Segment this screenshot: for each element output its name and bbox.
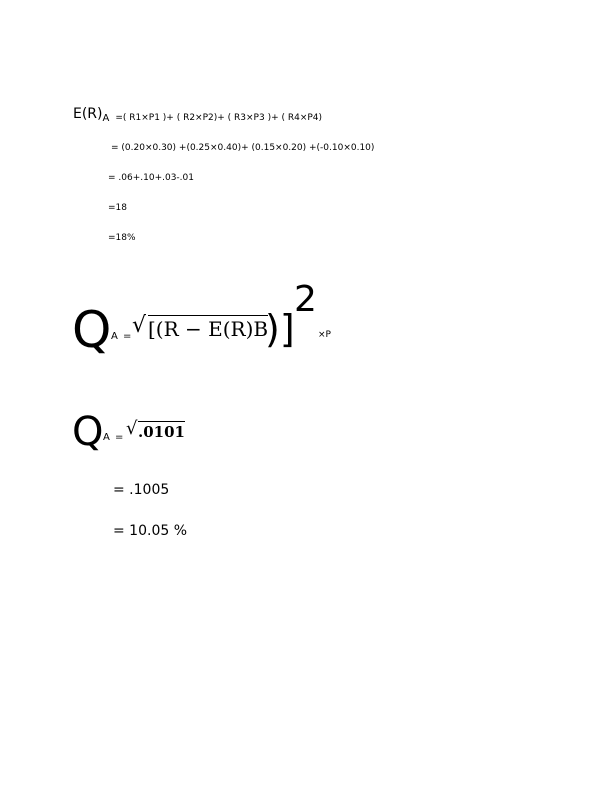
expected-return-line-2: = (0.20×0.30) +(0.25×0.40)+ (0.15×0.20) +(-0.10×0.10): [111, 143, 375, 153]
std-dev-equals: =: [123, 331, 132, 342]
std-dev-subscript: A: [111, 331, 118, 342]
std-dev-result-line-2: = .1005: [113, 482, 170, 498]
std-dev-result-line-3: = 10.05 %: [113, 523, 188, 539]
expected-return-line-4: =18: [108, 203, 127, 213]
std-dev-symbol: Q: [72, 301, 112, 359]
std-dev-result: [72, 409, 272, 456]
std-dev-result-symbol: Q: [72, 409, 104, 455]
std-dev-formula: [72, 279, 402, 365]
expected-return-symbol: E(R): [73, 106, 103, 122]
std-dev-close-brackets: )]: [265, 307, 295, 351]
std-dev-result-equals: =: [115, 432, 124, 443]
std-dev-result-radicand: .0101: [138, 423, 185, 441]
expected-return-line-3: = .06+.10+.03-.01: [108, 173, 194, 183]
std-dev-multiplier: ×P: [318, 330, 331, 340]
expected-return-subscript: A: [102, 113, 110, 124]
expected-return-line-1: [73, 106, 322, 122]
radical-sign-icon: √: [126, 418, 138, 439]
expected-return-formula: =( R1×P1 )+ ( R2×P2)+ ( R3×P3 )+ ( R4×P4): [115, 113, 323, 123]
std-dev-exponent: 2: [294, 279, 317, 320]
radical-sign-icon: √: [132, 313, 147, 338]
std-dev-radicand: [(R − E(R)B: [148, 317, 269, 341]
std-dev-result-subscript: A: [103, 432, 110, 443]
expected-return-line-5: =18%: [108, 233, 136, 243]
